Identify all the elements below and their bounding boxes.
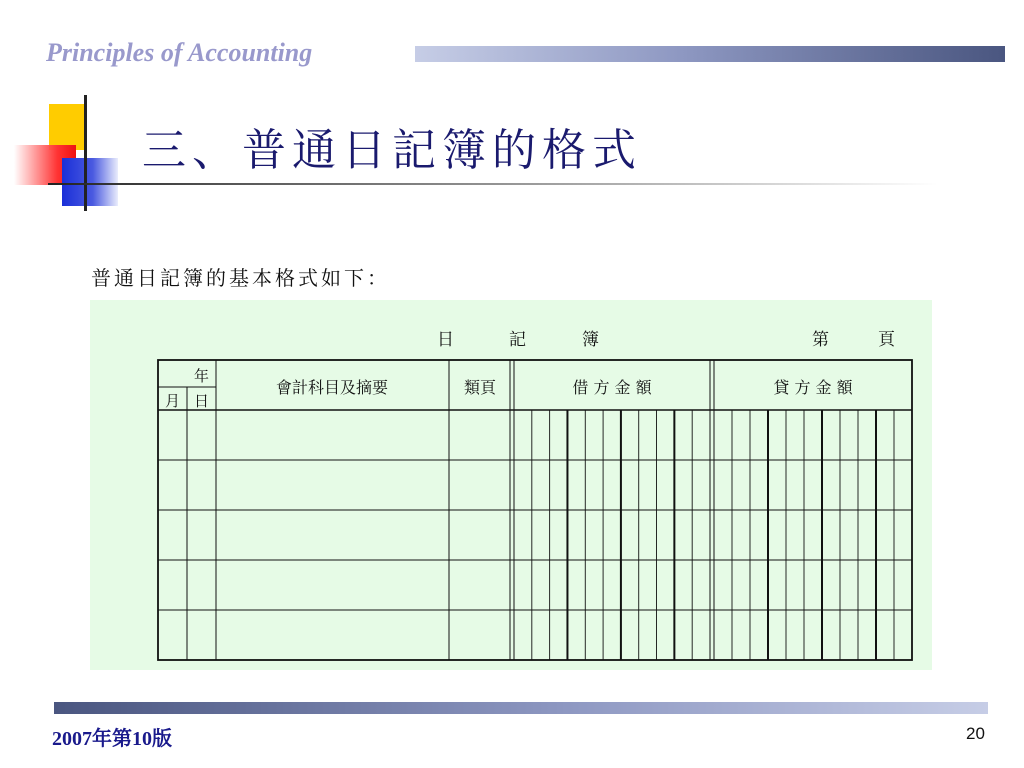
- course-title: Principles of Accounting: [46, 38, 313, 67]
- header-credit: 貸 方 金 額: [773, 378, 853, 397]
- header-debit: 借 方 金 額: [572, 378, 652, 397]
- journal-title-char-1: 日: [437, 330, 454, 350]
- header-day: 日: [194, 392, 210, 410]
- intro-text: 普通日記簿的基本格式如下：: [91, 266, 390, 290]
- page-label-suffix: 頁: [878, 330, 895, 350]
- footer-accent-bar: [54, 702, 988, 714]
- amount-digit-lines: [532, 410, 894, 660]
- edition-label: 2007年第10版: [52, 728, 172, 750]
- slide-title: 三、普通日記簿的格式: [142, 125, 642, 176]
- header-month: 月: [165, 392, 181, 410]
- row-lines: [158, 460, 912, 610]
- header-ref: 類頁: [463, 378, 497, 397]
- header-account: 會計科目及摘要: [275, 378, 389, 397]
- header-year: 年: [194, 367, 210, 385]
- journal-title-char-3: 簿: [582, 330, 599, 350]
- slide-page-number: 20: [966, 724, 985, 743]
- journal-title-char-2: 記: [509, 330, 526, 350]
- page-label-prefix: 第: [812, 330, 829, 350]
